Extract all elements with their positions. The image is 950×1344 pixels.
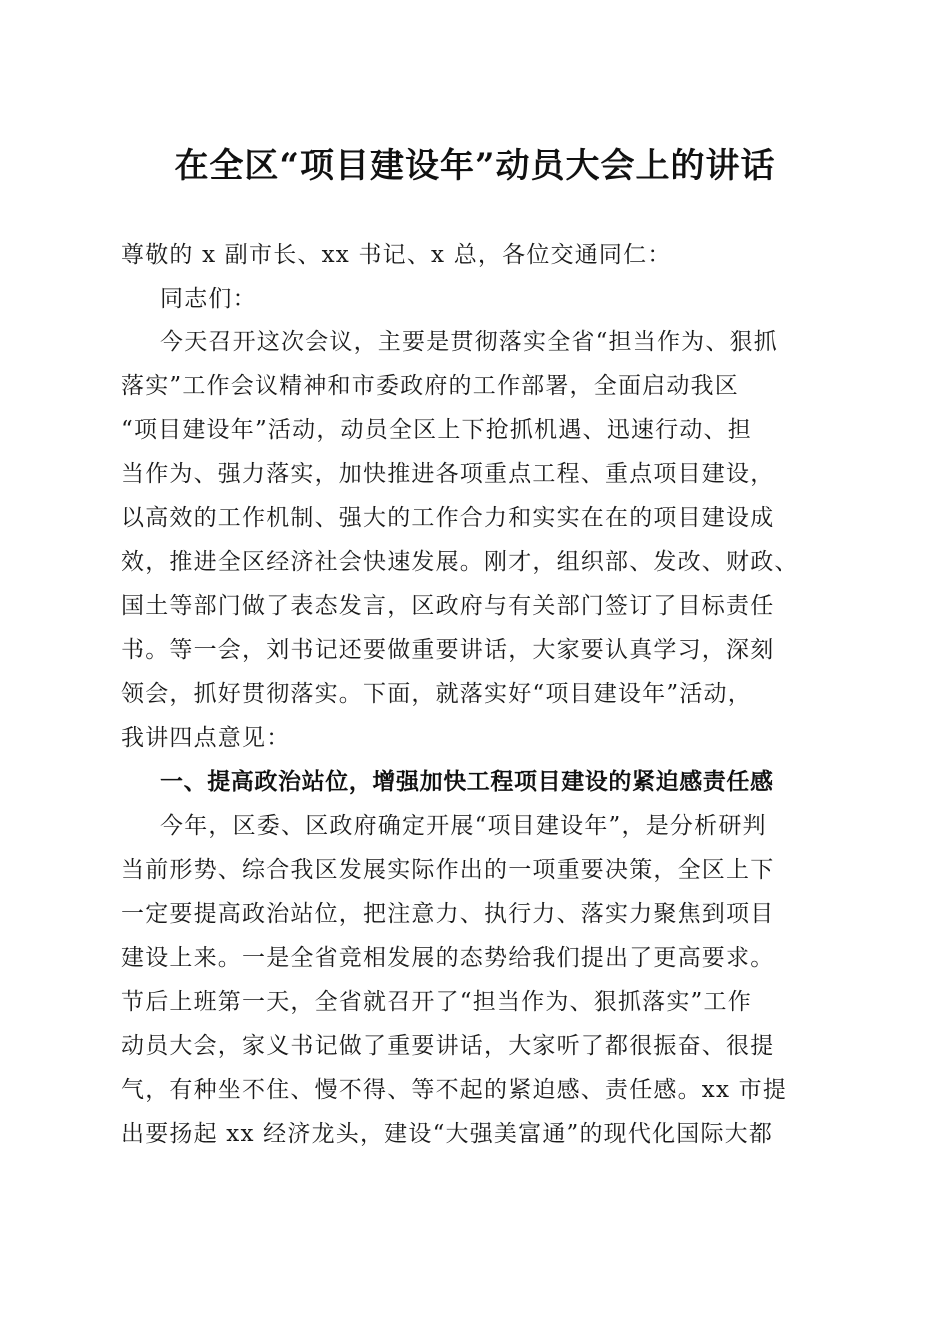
- paragraph-line: 国土等部门做了表态发言，区政府与有关部门签订了目标责任: [121, 593, 775, 619]
- document-title: 在全区“项目建设年”动员大会上的讲话: [174, 146, 776, 186]
- paragraph-line: 今天召开这次会议，主要是贯彻落实全省“担当作为、狠抓: [160, 329, 778, 355]
- paragraph-line: “项目建设年”活动，动员全区上下抢抓机遇、迅速行动、担: [121, 417, 752, 443]
- paragraph-line: 领会，抓好贯彻落实。下面，就落实好“项目建设年”活动，: [121, 681, 752, 707]
- salutation-line: 尊敬的 x 副市长、xx 书记、x 总，各位交通同仁：: [121, 242, 672, 268]
- paragraph-line: 效，推进全区经济社会快速发展。刚才，组织部、发改、财政、: [121, 549, 799, 575]
- greeting-line: 同志们：: [160, 286, 257, 312]
- paragraph-line: 书。等一会，刘书记还要做重要讲话，大家要认真学习，深刻: [121, 637, 775, 663]
- paragraph-line: 当前形势、综合我区发展实际作出的一项重要决策，全区上下: [121, 857, 775, 883]
- paragraph-line: 气，有种坐不住、慢不得、等不起的紧迫感、责任感。xx 市提: [121, 1077, 788, 1103]
- section-heading: 一、提高政治站位，增强加快工程项目建设的紧迫感责任感: [160, 769, 774, 795]
- paragraph-line: 节后上班第一天，全省就召开了“担当作为、狠抓落实”工作: [121, 989, 752, 1015]
- paragraph-line: 我讲四点意见：: [121, 725, 291, 751]
- paragraph-line: 建设上来。一是全省竞相发展的态势给我们提出了更高要求。: [121, 945, 775, 971]
- paragraph-line: 出要扬起 xx 经济龙头，建设“大强美富通”的现代化国际大都: [121, 1121, 774, 1147]
- paragraph-line: 落实”工作会议精神和市委政府的工作部署，全面启动我区: [121, 373, 739, 399]
- paragraph-line: 以高效的工作机制、强大的工作合力和实实在在的项目建设成: [121, 505, 775, 531]
- paragraph-line: 一定要提高政治站位，把注意力、执行力、落实力聚焦到项目: [121, 901, 775, 927]
- paragraph-line: 动员大会，家义书记做了重要讲话，大家听了都很振奋、很提: [121, 1033, 775, 1059]
- paragraph-line: 当作为、强力落实，加快推进各项重点工程、重点项目建设，: [121, 461, 775, 487]
- paragraph-line: 今年，区委、区政府确定开展“项目建设年”，是分析研判: [160, 813, 767, 839]
